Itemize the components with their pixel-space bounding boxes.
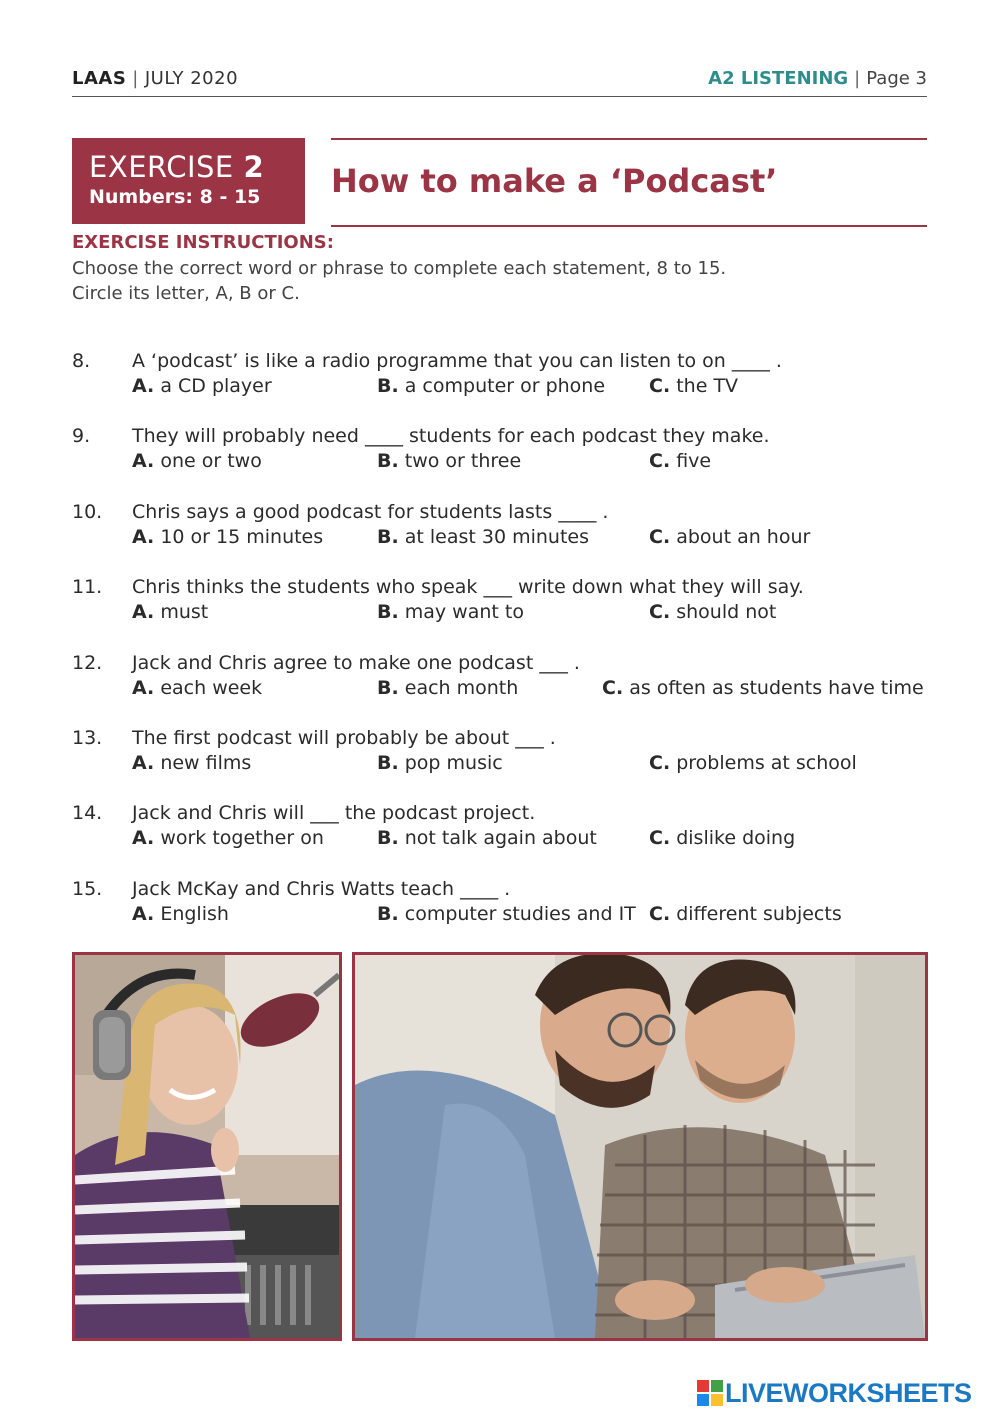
option-letter: B.: [377, 827, 399, 849]
section-label: A2 LISTENING: [708, 68, 849, 89]
option-label: computer studies and IT: [404, 903, 636, 925]
option-label: may want to: [404, 601, 524, 623]
option-label: one or two: [160, 450, 262, 472]
question-number: 9.: [72, 425, 91, 447]
option-letter: C.: [649, 752, 671, 774]
option-letter: A.: [132, 752, 155, 774]
question-number: 12.: [72, 652, 103, 674]
option-c[interactable]: [649, 752, 857, 774]
question-item: [72, 576, 932, 626]
option-letter: C.: [602, 677, 624, 699]
option-label: problems at school: [676, 752, 857, 774]
option-letter: A.: [132, 827, 155, 849]
option-label: the TV: [676, 375, 739, 397]
exercise-badge: [72, 138, 305, 224]
exercise-label: EXERCISE 2: [89, 150, 265, 184]
option-c[interactable]: [649, 526, 810, 548]
option-c[interactable]: [649, 601, 776, 623]
option-c[interactable]: [602, 677, 924, 699]
option-b[interactable]: [377, 375, 605, 397]
instructions-line-1: Choose the correct word or phrase to complete each statement, 8 to 15.: [72, 258, 727, 279]
option-label: pop music: [404, 752, 503, 774]
option-letter: B.: [377, 526, 399, 548]
question-number: 10.: [72, 501, 103, 523]
instructions-heading: EXERCISE INSTRUCTIONS:: [72, 232, 334, 253]
photo-two-men-at-laptop: [352, 952, 928, 1341]
option-label: must: [160, 601, 209, 623]
option-letter: B.: [377, 903, 399, 925]
option-letter: B.: [377, 677, 399, 699]
page-title: How to make a ‘Podcast’: [331, 162, 778, 200]
option-a[interactable]: [132, 450, 262, 472]
option-letter: C.: [649, 450, 671, 472]
option-b[interactable]: [377, 601, 524, 623]
option-label: 10 or 15 minutes: [160, 526, 324, 548]
header-left: LAAS | JULY 2020: [72, 68, 239, 89]
question-text: Jack and Chris will ___ the podcast project.: [132, 802, 536, 824]
option-label: as often as students have time: [629, 677, 924, 699]
option-a[interactable]: [132, 752, 251, 774]
question-number: 13.: [72, 727, 103, 749]
option-label: different subjects: [676, 903, 842, 925]
header-right: A2 LISTENING | Page 3: [708, 68, 927, 89]
option-a[interactable]: [132, 827, 324, 849]
option-label: a computer or phone: [404, 375, 606, 397]
option-letter: C.: [649, 601, 671, 623]
date-label: JULY 2020: [144, 68, 239, 89]
question-text: Jack McKay and Chris Watts teach ____ .: [132, 878, 511, 900]
exercise-subtitle: Numbers: 8 - 15: [89, 186, 261, 208]
option-b[interactable]: [377, 526, 589, 548]
option-label: at least 30 minutes: [404, 526, 590, 548]
option-c[interactable]: [649, 450, 711, 472]
option-letter: B.: [377, 375, 399, 397]
option-letter: A.: [132, 677, 155, 699]
liveworksheets-wordmark: LIVEWORKSHEETS: [725, 1378, 972, 1408]
question-item: [72, 878, 932, 928]
question-text: A ‘podcast’ is like a radio programme that you can listen to on ____ .: [132, 350, 782, 372]
option-a[interactable]: [132, 601, 208, 623]
option-c[interactable]: [649, 827, 795, 849]
option-letter: C.: [649, 903, 671, 925]
option-letter: C.: [649, 827, 671, 849]
instructions-line-2: Circle its letter, A, B or C.: [72, 283, 300, 304]
option-letter: A.: [132, 450, 155, 472]
option-label: about an hour: [676, 526, 811, 548]
option-label: a CD player: [160, 375, 272, 397]
option-letter: B.: [377, 601, 399, 623]
page-number: Page 3: [866, 68, 927, 89]
option-label: each week: [160, 677, 263, 699]
question-number: 14.: [72, 802, 103, 824]
option-b[interactable]: [377, 903, 636, 925]
option-letter: C.: [649, 375, 671, 397]
brand-label: LAAS: [72, 68, 127, 89]
question-text: Chris thinks the students who speak ___ write down what they will say.: [132, 576, 804, 598]
question-text: They will probably need ____ students for each podcast they make.: [132, 425, 770, 447]
teachers-illustration: [355, 955, 925, 1338]
option-label: should not: [676, 601, 777, 623]
option-label: new films: [160, 752, 252, 774]
option-label: two or three: [404, 450, 522, 472]
question-text: Jack and Chris agree to make one podcast ___ .: [132, 652, 580, 674]
option-letter: C.: [649, 526, 671, 548]
question-number: 8.: [72, 350, 91, 372]
option-label: each month: [404, 677, 519, 699]
liveworksheets-mark-icon: [697, 1380, 723, 1406]
option-b[interactable]: [377, 677, 518, 699]
question-item: [72, 802, 932, 852]
question-item: [72, 425, 932, 475]
option-letter: A.: [132, 526, 155, 548]
option-letter: B.: [377, 752, 399, 774]
option-c[interactable]: [649, 903, 842, 925]
question-item: [72, 727, 932, 777]
option-label: work together on: [160, 827, 324, 849]
question-text: Chris says a good podcast for students lasts ____ .: [132, 501, 609, 523]
option-label: not talk again about: [404, 827, 597, 849]
option-c[interactable]: [649, 375, 738, 397]
podcaster-illustration: [75, 955, 339, 1338]
option-label: five: [676, 450, 712, 472]
option-label: dislike doing: [676, 827, 796, 849]
option-a[interactable]: [132, 677, 262, 699]
option-letter: B.: [377, 450, 399, 472]
question-number: 11.: [72, 576, 103, 598]
option-label: English: [160, 903, 229, 925]
title-band: [331, 138, 927, 227]
question-text: The first podcast will probably be about ___ .: [132, 727, 556, 749]
option-b[interactable]: [377, 450, 521, 472]
option-a[interactable]: [132, 526, 323, 548]
question-item: [72, 652, 932, 702]
option-letter: A.: [132, 601, 155, 623]
question-number: 15.: [72, 878, 103, 900]
option-letter: A.: [132, 903, 155, 925]
option-a[interactable]: [132, 375, 272, 397]
exercise-number: 2: [243, 150, 265, 184]
photo-woman-podcasting: [72, 952, 342, 1341]
question-item: [72, 350, 932, 400]
question-item: [72, 501, 932, 551]
page-header: [72, 66, 927, 97]
option-letter: A.: [132, 375, 155, 397]
option-a[interactable]: [132, 903, 229, 925]
option-b[interactable]: [377, 752, 503, 774]
option-b[interactable]: [377, 827, 597, 849]
